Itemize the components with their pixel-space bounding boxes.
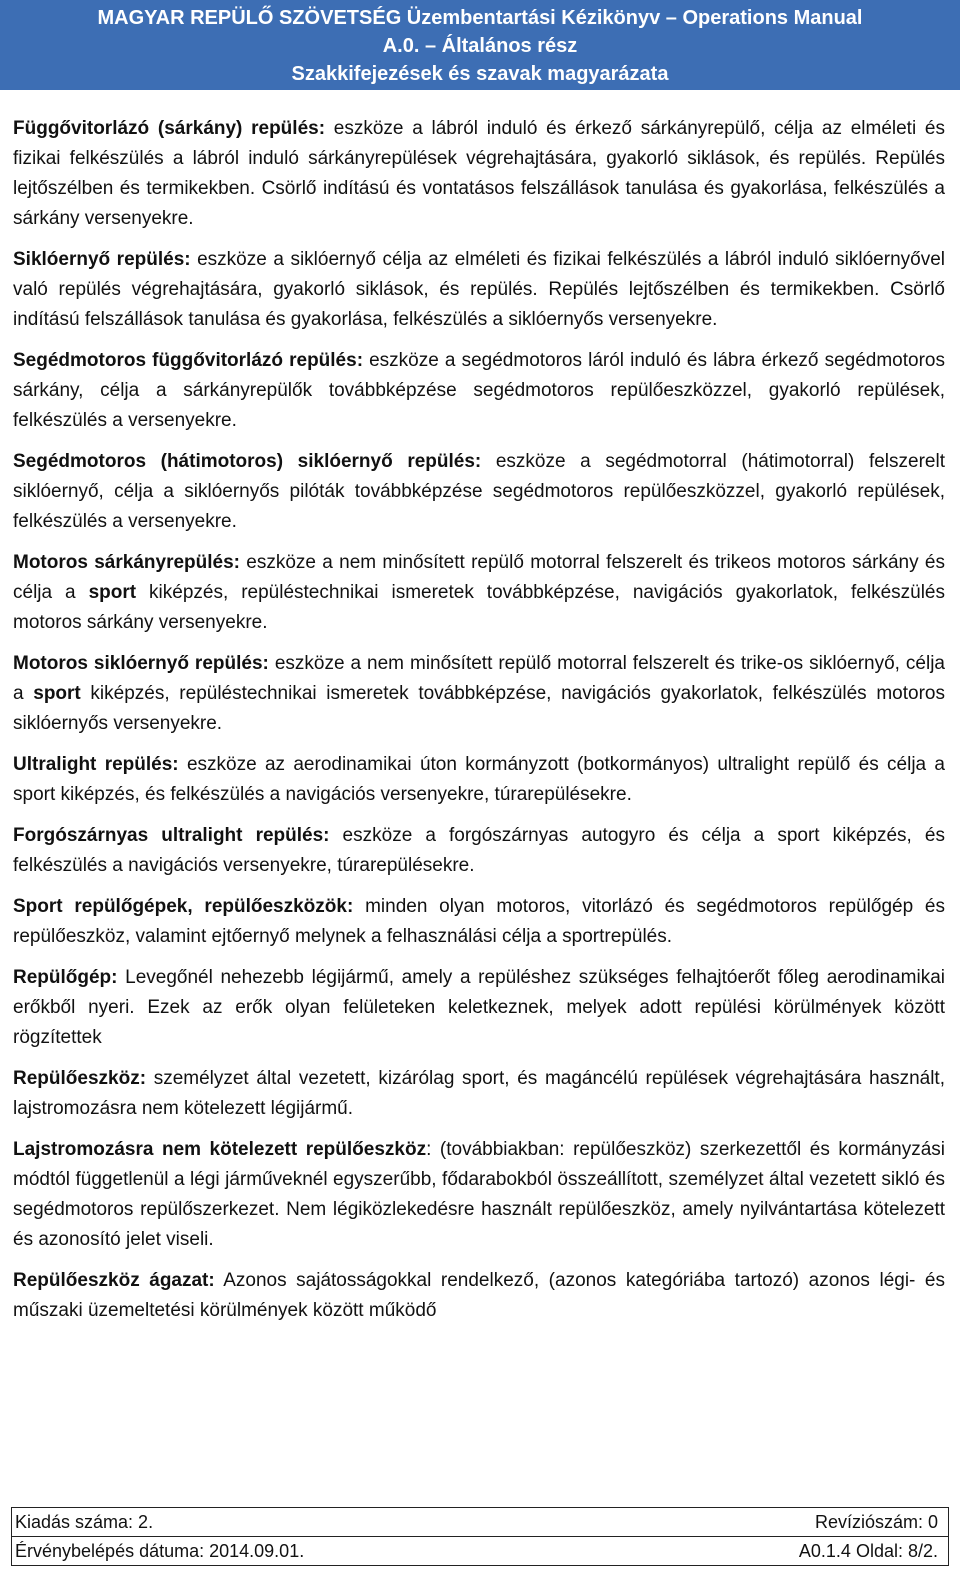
definition-term: Repülőeszköz:	[13, 1068, 147, 1089]
definition-term: Repülőgép:	[13, 967, 118, 988]
definition-text: eszköze a lábról induló és érkező sárkányrepülő, célja az elméleti és fizikai felkészülés a lábról induló sárkányrepülések végrehajtására, gyakorló siklások, és repülés. Repülés lejtőszélben és termikekben. Csörlő indítású és vontatásos felszállások tanulása és gyakorlása, felkészülés a sárkány versenyekre.	[13, 118, 945, 229]
definition-text: eszköze a nem minősített repülő motorral felszerelt és trike-os siklóernyő, célja a	[13, 653, 945, 704]
emphasis-text: sport	[33, 683, 81, 704]
definition-paragraph	[13, 750, 945, 810]
effective-date: Érvénybelépés dátuma: 2014.09.01.	[15, 1541, 305, 1561]
definition-paragraph	[13, 649, 945, 739]
edition-number: Kiadás száma: 2.	[15, 1512, 154, 1532]
definition-term: Forgószárnyas ultralight repülés:	[13, 825, 330, 846]
definition-text: eszköze a segédmotoros láról induló és lábra érkező segédmotoros sárkány, célja a sárkányrepülők továbbképzése segédmotoros repülőeszközzel, gyakorló repülések, felkészülés a versenyekre.	[13, 350, 945, 431]
definition-text: eszköze a siklóernyő célja az elméleti és fizikai felkészülés a lábról induló siklóernyővel való repülés végrehajtására, gyakorló siklások, és repülés. Repülés lejtőszélben és termikekben. Csörlő indítású felszállások tanulása és gyakorlása, felkészülés a siklóernyős versenyekre.	[13, 249, 945, 330]
definition-paragraph	[13, 447, 945, 537]
definition-paragraph	[13, 892, 945, 952]
header-title: MAGYAR REPÜLŐ SZÖVETSÉG Üzembentartási Kézikönyv – Operations Manual	[97, 7, 863, 29]
revision-number: Revíziószám: 0	[814, 1512, 938, 1532]
definition-text-rest: kiképzés, repüléstechnikai ismeretek továbbképzése, navigációs gyakorlatok, felkészülés motoros sárkány versenyekre.	[13, 582, 945, 633]
definition-text: Azonos sajátosságokkal rendelkező, (azonos kategóriába tartozó) azonos légi- és műszaki üzemeltetési körülmények között működő	[13, 1270, 946, 1321]
definition-paragraph	[13, 346, 945, 436]
definition-term: Lajstromozásra nem kötelezett repülőeszköz	[13, 1139, 427, 1160]
definition-term: Segédmotoros függővitorlázó repülés:	[13, 350, 364, 371]
document-footer	[11, 1507, 949, 1566]
footer-row-2	[12, 1536, 948, 1565]
page-reference: A0.1.4 Oldal: 8/2.	[798, 1541, 938, 1561]
definition-text: eszköze az aerodinamikai úton kormányzott (botkormányos) ultralight repülő és célja a sport kiképzés, és felkészülés a navigációs versenyekre, túrarepülésekre.	[13, 754, 945, 805]
definition-term: Motoros siklóernyő repülés:	[13, 653, 269, 674]
definition-paragraph	[13, 821, 945, 881]
document-body	[13, 114, 945, 1337]
definition-paragraph	[13, 963, 945, 1053]
definition-paragraph	[13, 114, 945, 234]
definition-text: minden olyan motoros, vitorlázó és segédmotoros repülőgép és repülőeszköz, valamint ejtőernyő melynek a felhasználási célja a sportrepülés.	[13, 896, 946, 947]
header-subsection: Szakkifejezések és szavak magyarázata	[291, 63, 669, 85]
header-section: A.0. – Általános rész	[382, 35, 578, 57]
definition-term: Motoros sárkányrepülés:	[13, 552, 240, 573]
definition-paragraph	[13, 1135, 945, 1255]
definition-term: Függővitorlázó (sárkány) repülés:	[13, 118, 326, 139]
definition-paragraph	[13, 1064, 945, 1124]
definition-text: eszköze a nem minősített repülő motorral felszerelt és trikeos motoros sárkány és célja a	[13, 552, 945, 603]
definition-text: személyzet által vezetett, kizárólag sport, és magáncélú repülések végrehajtására használt, lajstromozásra nem kötelezett légijármű.	[13, 1068, 945, 1119]
definition-term: Ultralight repülés:	[13, 754, 179, 775]
definition-text: : (továbbiakban: repülőeszköz) szerkezettől és kormányzási módtól függetlenül a légi járműveknél egyszerűbb, fődarabokból összeállított, személyzet által vezetett sikló és segédmotoros repülőszerkezet. Nem légiközlekedésre használt repülőeszköz, amely nyilvántartása kötelezett és azonosító jelet viseli.	[13, 1139, 945, 1250]
definition-paragraph	[13, 1266, 945, 1326]
definition-text-rest: kiképzés, repüléstechnikai ismeretek továbbképzése, navigációs gyakorlatok, felkészülés motoros siklóernyős versenyekre.	[13, 683, 945, 734]
emphasis-text: sport	[88, 582, 137, 603]
definition-term: Repülőeszköz ágazat:	[13, 1270, 215, 1291]
definition-paragraph	[13, 245, 945, 335]
definition-term: Sport repülőgépek, repülőeszközök:	[13, 896, 354, 917]
definition-term: Segédmotoros (hátimotoros) siklóernyő repülés:	[13, 451, 482, 472]
definition-term: Siklóernyő repülés:	[13, 249, 191, 270]
footer-row-1	[12, 1508, 948, 1536]
definition-text: eszköze a forgószárnyas autogyro és célja a sport kiképzés, és felkészülés a navigációs versenyekre, túrarepülésekre.	[13, 825, 945, 876]
definition-paragraph	[13, 548, 945, 638]
definition-text: Levegőnél nehezebb légijármű, amely a repüléshez szükséges felhajtóerőt főleg aerodinamikai erőkből nyeri. Ezek az erők olyan felületeken keletkeznek, melyek adott repülési körülmények között rögzítettek	[13, 967, 945, 1048]
definition-text: eszköze a segédmotorral (hátimotorral) felszerelt siklóernyő, célja a siklóernyős pilóták továbbképzése segédmotoros repülőeszközzel, gyakorló repülések, felkészülés a versenyekre.	[13, 451, 945, 532]
document-header	[0, 0, 960, 90]
